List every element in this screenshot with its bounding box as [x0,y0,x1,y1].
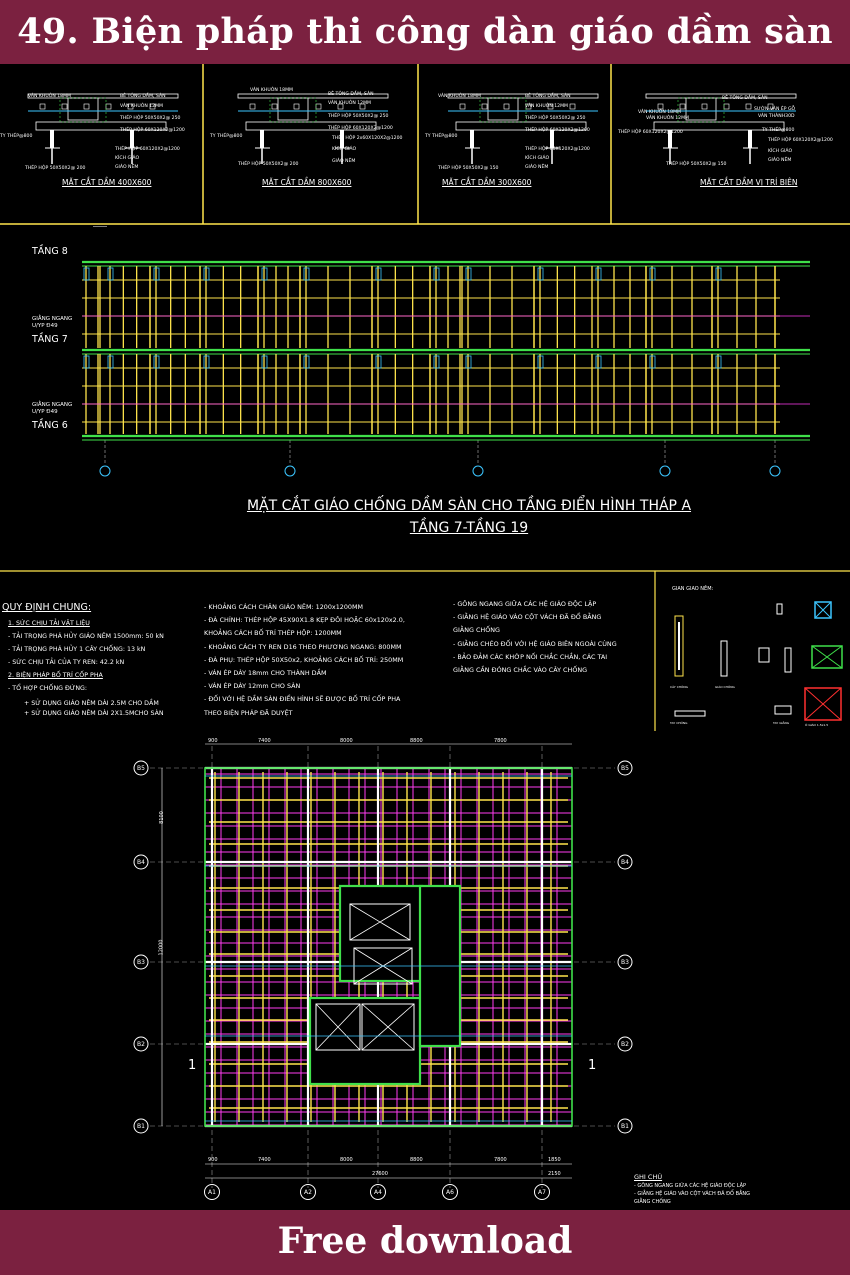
section-caption-4: MẶT CẮT DẦM VỊ TRÍ BIÊN [700,178,798,187]
row-axis-right-B3: B3 [621,959,629,966]
section-1-label-7: THÉP HỘP 60X120X2@1200 [115,147,180,152]
section-4-label-9: KÍCH GIÁO [768,149,793,154]
row-axis-left-B3: B3 [137,959,145,966]
elevation-title: MẶT CẮT GIÁO CHỐNG DẦM SÀN CHO TẦNG ĐIỂN HÌNH THÁP A [246,498,692,514]
section-4-label-7: THÉP HỘP 60X120X2@1200 [618,130,683,135]
section-caption-2: MẶT CẮT DẦM 800X600 [262,178,352,187]
note-col1-line-2: - TẢI TRỌNG PHÁ HỦY GIÁO NÊM 1500mm: 50 kN [8,633,164,640]
general-notes [0,566,850,736]
note-col2-line-6: - VÁN ÉP DÀY 18mm CHO THÀNH DẦM [204,669,327,677]
section-2-label-2: BÊ TÔNG DẦM, SÀN [328,92,374,97]
section-4-label-6: TY THÉP@800 [762,128,795,133]
row-axis-left-B4: B4 [137,859,145,866]
bottom-dim-3: 8000 [340,1157,353,1163]
note-col3-line-5: - BẢO ĐẢM CÁC KHỚP NỐI CHẮC CHẮN, CÁC TAI [453,652,608,661]
side-dim-2: 12000 [158,939,165,956]
section-3-label-2: BÊ TÔNG DẦM, SÀN [525,94,571,99]
note-col2-line-4: - KHOẢNG CÁCH TY REN D16 THEO PHƯƠNG NGANG: 800MM [204,642,402,651]
section-2-label-10: THÉP HỘP 50X50X2@ 200 [238,162,299,167]
section-4-label-1: VÁN KHUÔN 18MM [638,110,682,115]
section-1-label-1: VÁN KHUÔN 18MM [28,94,72,99]
bottom-dim-5: 7800 [494,1157,507,1163]
section-3-label-3: VÁN KHUÔN 12MM [525,104,569,109]
note-col3-line-3: GIẰNG CHỐNG [453,626,501,635]
ghichu-line-2: - GIẰNG HỆ GIÁO VÀO CỘT VÁCH ĐÃ ĐỔ BẰNG [634,1191,751,1197]
beam-section-details [0,64,850,226]
col-axis-A1: A1 [208,1189,216,1196]
note-col2-line-2: - ĐÀ CHÍNH: THÉP HỘP 45X90X1.8 KẸP ĐÔI HOẶC 60x120x2.0, [204,616,405,625]
section-1-label-2: BÊ TÔNG DẦM, SÀN [120,94,166,99]
note-col1-line-6: - TỔ HỢP CHỐNG ĐỨNG: [8,685,88,692]
section-3-label-8: KÍCH GIÁO [525,156,550,161]
page-title: 49. Biện pháp thi công dàn giáo dầm sàn [17,11,833,52]
top-dim-4: 8800 [410,738,423,744]
svg-text:CÂY CHỐNG: CÂY CHỐNG [670,685,688,689]
top-dim-3: 8000 [340,738,353,744]
ghichu-line-3: GIẰNG CHỐNG [634,1199,671,1205]
bottom-dim-1: 900 [208,1157,218,1163]
note-col1-line-4: - SỨC CHỊU TẢI CỦA TY REN: 42.2 kN [8,659,125,666]
section-4-label-4: VÁN KHUÔN 12MM [646,116,690,121]
top-dim-5: 7800 [494,738,507,744]
bottom-dim-2: 7400 [258,1157,271,1163]
notes-heading: QUY ĐỊNH CHUNG: [2,602,92,613]
legend-title: GIAN GIAO NÊM: [672,586,714,592]
section-3-label-4: THÉP HỘP 50X50X2@ 250 [525,116,586,121]
section-mark-right: 1 [588,1058,597,1073]
section-3-label-5: THÉP HỘP 60X120X2@1200 [525,128,590,133]
section-1-label-5: THÉP HỘP 60X120X2@1200 [120,128,185,133]
level-label-6: TẦNG 6 [32,420,68,431]
bottom-total-dim: 27600 [372,1171,388,1177]
section-1-label-9: GIÁO NÊM [115,165,139,170]
section-caption-1: MẶT CẮT DẦM 400X600 [62,178,152,187]
svg-text:Ô GIÁO 1.5x1.5: Ô GIÁO 1.5x1.5 [805,723,829,727]
bottom-extra-dim: 2150 [548,1171,561,1177]
col-axis-A2: A2 [304,1189,312,1196]
floor-plan-drawing [0,736,850,1210]
section-4-label-3: SƯỜN VÁN ÉP GỖ [754,107,796,112]
row-axis-right-B1: B1 [621,1123,629,1130]
svg-text:TAY GIẰNG: TAY GIẰNG [773,721,790,725]
note-col3-line-4: - GIẰNG CHÉO ĐỐI VỚI HỆ GIÁO BIÊN NGOÀI CÙNG [453,639,617,648]
elevation-drawing [0,226,850,566]
section-4-label-2: BÊ TÔNG DẦM, SÀN [722,96,768,101]
row-axis-left-B2: B2 [137,1041,145,1048]
level-label-7: TẦNG 7 [32,334,68,345]
note-col2-line-1: - KHOẢNG CÁCH CHÂN GIÁO NÊM: 1200x1200MM [204,603,363,611]
section-4-label-8: THÉP HỘP 60X120X2@1200 [768,138,833,143]
col-axis-A4: A4 [374,1189,382,1196]
section-caption-3: MẶT CẮT DẦM 300X600 [442,178,532,187]
note-col2-line-8: - ĐỐI VỚI HỆ DẦM SÀN ĐIỂN HÌNH SẼ ĐƯỢC BỐ TRÍ CỐP PHA [204,695,401,704]
section-3-label-9: GIÁO NÊM [525,165,549,170]
section-2-label-9: GIÁO NÊM [332,159,356,164]
note-col2-line-5: - ĐÀ PHỤ: THÉP HỘP 50X50x2, KHOẢNG CÁCH BỐ TRÍ: 250MM [204,655,404,664]
section-1-label-10: THÉP HỘP 50X50X2@ 200 [25,166,86,171]
section-3-label-1: VÁN KHUÔN 18MM [438,94,482,99]
scaffold-elevation [0,226,850,566]
note-col3-line-2: - GIẰNG HỆ GIÁO VÀO CỘT VÁCH ĐÃ ĐỔ BẰNG [453,613,602,622]
section-1-label-4: THÉP HỘP 50X50X2@ 250 [120,116,181,121]
scaffold-floor-plan [0,736,850,1210]
section-2-label-6: TY THÉP@800 [210,134,243,139]
side-dim-1: 8100 [158,811,165,824]
row-axis-left-B1: B1 [137,1123,145,1130]
section-2-label-3: VÁN KHUÔN 12MM [328,101,372,106]
col-axis-A6: A6 [446,1189,454,1196]
section-4-label-5: VÁN THÀNH30D [758,114,795,119]
note-col3-line-6: GIẰNG CẦN ĐÓNG CHẮC VÀO CÂY CHỐNG [453,666,588,674]
note-col1-line-1: 1. SỨC CHỊU TẢI VẬT LIỆU [8,620,90,627]
section-4-label-10: GIÁO NÊM [768,158,792,163]
note-col1-line-3: - TẢI TRỌNG PHÁ HỦY 1 CÂY CHỐNG: 13 kN [8,646,146,653]
section-3-label-10: THÉP HỘP 50X50X2@ 150 [438,166,499,171]
note-col2-line-9: THEO BIỆN PHÁP ĐÃ DUYỆT [204,708,293,717]
svg-text:TAY CHỐNG: TAY CHỐNG [670,721,688,725]
row-axis-right-B2: B2 [621,1041,629,1048]
section-1-label-6: TY THÉP@800 [0,134,33,139]
note-col1-line-7: + SỬ DỤNG GIÁO NÊM DÀI 2.5M CHO DẦM [24,700,159,707]
title-banner [0,0,850,64]
section-details-drawing [0,64,850,226]
section-4-label-11: THÉP HỘP 50X50X2@ 150 [666,162,727,167]
ghichu-title: GHI CHÚ [634,1173,663,1181]
row-axis-right-B5: B5 [621,765,629,772]
download-button[interactable]: Free download [277,1220,573,1262]
row-axis-right-B4: B4 [621,859,629,866]
section-1-label-8: KÍCH GIÁO [115,156,140,161]
section-3-label-7: THÉP HỘP 60X120X2@1200 [525,147,590,152]
svg-text:GIÁO CHỐNG: GIÁO CHỐNG [715,685,735,689]
bracing-label-2: GIẰNG NGANG U/YP Đ49 [32,402,73,415]
top-dim-2: 7400 [258,738,271,744]
level-label-8: TẦNG 8 [32,246,68,257]
elevation-subtitle: TẦNG 7-TẦNG 19 [409,520,529,536]
top-dim-1: 900 [208,738,218,744]
bracing-label-1: GIẰNG NGANG U/YP Đ49 [32,316,73,329]
bottom-dim-4: 8800 [410,1157,423,1163]
section-3-label-6: TY THÉP@800 [425,134,458,139]
download-banner[interactable] [0,1210,850,1275]
legend-drawing [655,596,850,736]
section-2-label-4: THÉP HỘP 50X50X2@ 250 [328,114,389,119]
note-col1-line-8: + SỬ DỤNG GIÁO NÊM DÀI 2X1.5MCHO SÀN [24,710,164,717]
note-col1-line-5: 2. BIỆN PHÁP BỐ TRÍ CỐP PHA [8,672,103,679]
bottom-dim-6: 1850 [548,1157,561,1163]
row-axis-left-B5: B5 [137,765,145,772]
section-1-label-3: VÁN KHUÔN 12MM [120,104,164,109]
col-axis-A7: A7 [538,1189,546,1196]
note-col2-line-7: - VÁN ÉP DÀY 12mm CHO SÀN [204,682,301,691]
section-2-label-7: THÉP HỘP 2x60X120X2@1200 [332,136,403,141]
section-2-label-5: THÉP HỘP 60X120X2@1200 [328,126,393,131]
section-2-label-8: KÍCH GIÁO [332,147,357,152]
note-col3-line-1: - GÔNG NGANG GIỮA CÁC HỆ GIÁO ĐỘC LẬP [453,600,597,608]
ghichu-line-1: - GÔNG NGANG GIỮA CÁC HỆ GIÁO ĐỘC LẬP [634,1183,747,1189]
section-mark-left: 1 [188,1058,197,1073]
section-2-label-1: VÁN KHUÔN 18MM [250,88,294,93]
note-col2-line-3: KHOẢNG CÁCH BỐ TRÍ THÉP HỘP: 1200MM [204,629,342,638]
